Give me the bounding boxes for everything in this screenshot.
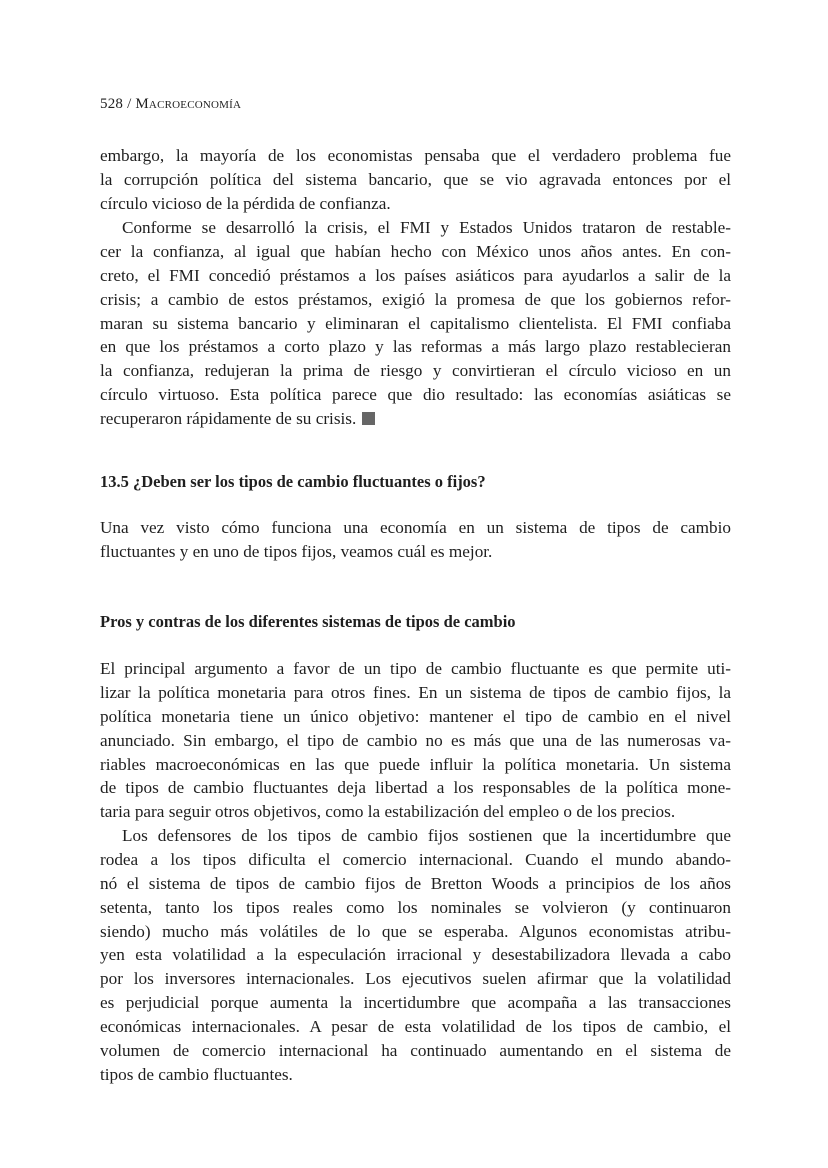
paragraph-2 <box>100 216 731 431</box>
text-line: de tipos de cambio fluctuantes deja libertad a los responsables de la política mone- <box>100 778 731 798</box>
end-of-section-square-icon <box>362 412 375 425</box>
text-line: setenta, tanto los tipos reales como los nominales se volvieron (y continuaron <box>100 897 731 917</box>
text-line: Una vez visto cómo funciona una economía en un sistema de tipos de cambio <box>100 518 731 537</box>
text-line: política monetaria tiene un único objetivo: mantener el tipo de cambio en el nivel <box>100 706 731 726</box>
text-line: en que los préstamos a corto plazo y las reformas a más largo plazo restablecieran <box>100 337 731 357</box>
header-separator: / <box>127 96 132 112</box>
text-line: yen esta volatilidad a la especulación irracional y desestabilizadora llevada a cabo <box>100 945 731 965</box>
text-line: tipos de cambio fluctuantes. <box>100 1064 293 1084</box>
text-line: taria para seguir otros objetivos, como la estabilización del empleo o de los precios. <box>100 802 676 822</box>
text-line: volumen de comercio internacional ha continuado aumentando en el sistema de <box>100 1041 731 1061</box>
section-heading: 13.5 ¿Deben ser los tipos de cambio fluctuantes o fijos? <box>100 472 486 491</box>
paragraph-5 <box>100 824 731 1087</box>
subheading: Pros y contras de los diferentes sistemas de tipos de cambio <box>100 612 516 631</box>
paragraph-1 <box>100 144 731 216</box>
text-line: crisis; a cambio de estos préstamos, exigió la promesa de que los gobiernos refor- <box>100 289 731 309</box>
text-line: Los defensores de los tipos de cambio fijos sostienen que la incertidumbre que <box>122 826 731 845</box>
paragraph-4 <box>100 657 731 824</box>
text-line: círculo virtuoso. Esta política parece que dio resultado: las economías asiáticas se <box>100 385 731 405</box>
text-line: creto, el FMI concedió préstamos a los países asiáticos para ayudarlos a salir de la <box>100 265 731 285</box>
text-line: círculo vicioso de la pérdida de confianza. <box>100 193 391 213</box>
text-line: económicas internacionales. A pesar de esta volatilidad de los tipos de cambio, el <box>100 1017 731 1037</box>
text-line: la corrupción política del sistema bancario, que se vio agravada entonces por el <box>100 169 731 189</box>
text-line: anunciado. Sin embargo, el tipo de cambio no es más que una de las numerosas va- <box>100 730 731 750</box>
page-number: 528 <box>100 96 124 112</box>
text-line: nó el sistema de tipos de cambio fijos de Bretton Woods a principios de los años <box>100 873 731 893</box>
text-line: siendo) mucho más volátiles de lo que se esperaba. Algunos economistas atribu- <box>100 921 731 941</box>
text-line: cer la confianza, al igual que habían hecho con México unos años antes. En con- <box>100 241 731 261</box>
text-line: la confianza, redujeran la prima de riesgo y convirtieran el círculo vicioso en un <box>100 361 731 381</box>
text-line: es perjudicial porque aumenta la incertidumbre que acompaña a las transacciones <box>100 993 731 1013</box>
text-line: recuperaron rápidamente de su crisis. <box>100 407 731 431</box>
running-header <box>100 96 731 113</box>
text-line: maran su sistema bancario y eliminaran el capitalismo clientelista. El FMI confiaba <box>100 313 731 333</box>
text-line: Conforme se desarrolló la crisis, el FMI y Estados Unidos trataron de restable- <box>122 218 731 237</box>
text-line: embargo, la mayoría de los economistas pensaba que el verdadero problema fue <box>100 146 731 165</box>
text-line: rodea a los tipos dificulta el comercio internacional. Cuando el mundo abando- <box>100 849 731 869</box>
text-line: fluctuantes y en uno de tipos fijos, veamos cuál es mejor. <box>100 541 493 561</box>
text-line: riables macroeconómicas en las que puede influir la política monetaria. Un sistema <box>100 754 731 774</box>
text-line: por los inversores internacionales. Los ejecutivos suelen afirmar que la volatilidad <box>100 969 731 989</box>
text-line: El principal argumento a favor de un tipo de cambio fluctuante es que permite uti- <box>100 659 731 678</box>
book-title: Macroeconomía <box>135 96 242 112</box>
paragraph-3 <box>100 516 731 564</box>
text-line: lizar la política monetaria para otros fines. En un sistema de tipos de cambio fijos, la <box>100 682 731 702</box>
